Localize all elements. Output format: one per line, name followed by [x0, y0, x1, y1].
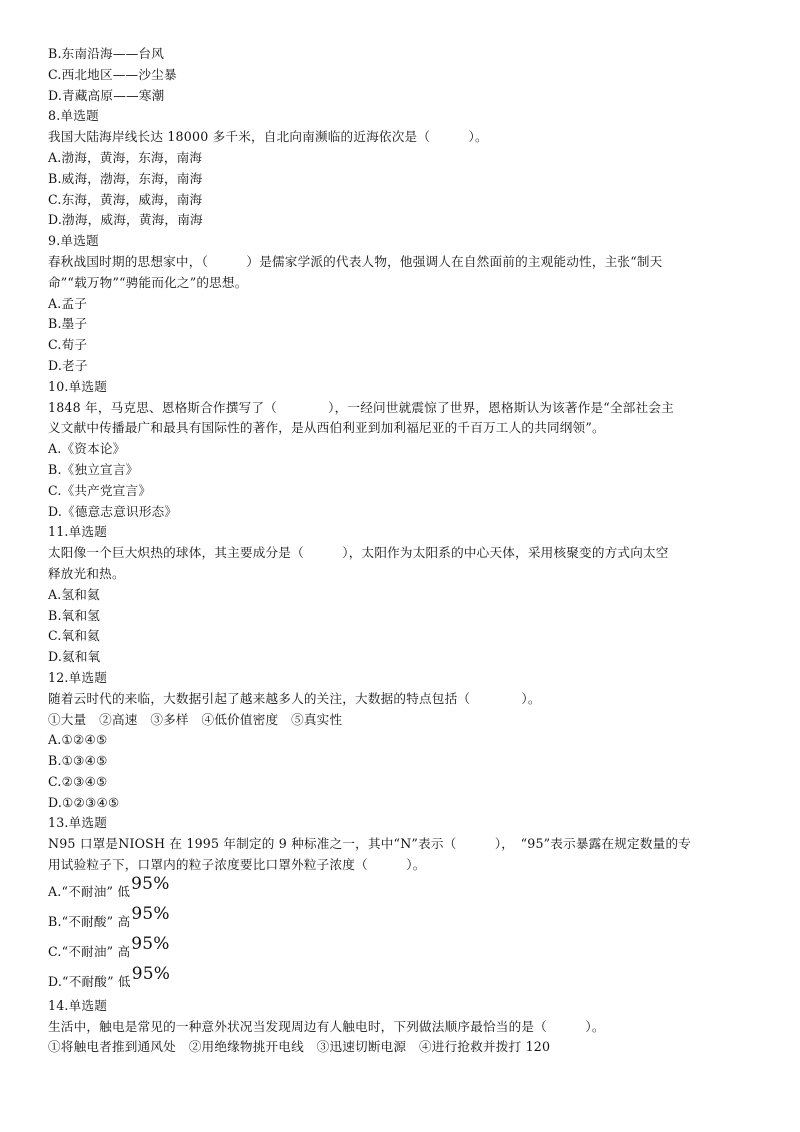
question-header: 13.单选题 — [48, 815, 108, 831]
option-line: C.西北地区——沙尘暴 — [48, 66, 177, 82]
option-line: A.孟子 — [48, 295, 88, 311]
option-line: D.渤海，威海，黄海，南海 — [48, 212, 203, 228]
option-line: D.①②③④⑤ — [48, 794, 120, 810]
question-header: 11.单选题 — [48, 524, 108, 540]
option-line: B.东南沿海——台风 — [48, 46, 165, 61]
question-stem: 义文献中传播最广和最具有国际性的著作，是从西伯利亚到加利福尼亚的千百万工人的共同纲领”。 — [48, 420, 605, 436]
option-line: C.东海，黄海，威海，南海 — [48, 191, 203, 207]
question-stem: 春秋战国时期的思想家中，（ ）是儒家学派的代表人物，他强调人在自然面前的主观能动性，主张“制天 — [48, 253, 663, 269]
option-line: A.氢和氦 — [48, 586, 100, 602]
option-line: A.①②④⑤ — [48, 732, 108, 748]
question-header: 10.单选题 — [48, 378, 108, 394]
question-items: ①大量 ②高速 ③多样 ④低价值密度 ⑤真实性 — [48, 711, 343, 727]
option-text: C.“不耐油” 高 — [48, 943, 131, 959]
option-line: B.①③④⑤ — [48, 753, 108, 769]
option-line: D.氦和氧 — [48, 649, 101, 665]
option-line: A.渤海，黄海，东海，南海 — [48, 149, 203, 165]
question-stem: 随着云时代的来临，大数据引起了越来越多人的关注，大数据的特点包括（ ）。 — [48, 690, 541, 706]
option-line: A.《资本论》 — [48, 441, 126, 457]
option-line: C.荀子 — [48, 337, 88, 353]
option-line: B.威海，渤海，东海，南海 — [48, 170, 203, 186]
question-header: 12.单选题 — [48, 669, 108, 685]
formula-value: 95% — [131, 873, 170, 894]
option-line — [48, 903, 760, 936]
question-stem: N95 口罩是NIOSH 在 1995 年制定的 9 种标准之一，其中“N”表示（ ）， “95”表示暴露在规定数量的专 — [48, 836, 692, 852]
exam-page — [48, 44, 760, 1058]
formula-value: 95% — [131, 903, 170, 924]
option-text: A.“不耐油” 低 — [48, 883, 131, 899]
option-line — [48, 933, 760, 966]
option-line: D.青藏高原——寒潮 — [48, 87, 165, 103]
option-line: C.②③④⑤ — [48, 773, 108, 789]
option-text: D.“不耐酸” 低 — [48, 973, 131, 989]
formula-value: 95% — [131, 933, 170, 954]
option-line: D.《德意志意识形态》 — [48, 503, 178, 519]
question-stem: 命”“载万物”“骋能而化之”的思想。 — [48, 274, 248, 290]
question-stem: 1848 年，马克思、恩格斯合作撰写了（ ），一经问世就震惊了世界，恩格斯认为该著作是“全部社会主 — [48, 399, 674, 415]
question-stem: 太阳像一个巨大炽热的球体，其主要成分是（ ），太阳作为太阳系的中心天体，采用核聚变的方式向太空 — [48, 545, 669, 561]
option-line — [48, 963, 760, 996]
option-line: B.墨子 — [48, 316, 88, 332]
option-line: B.氧和氢 — [48, 607, 101, 623]
question-stem: 我国大陆海岸线长达 18000 多千米，自北向南濒临的近海依次是（ ）。 — [48, 129, 488, 145]
question-stem: 释放光和热。 — [48, 565, 125, 581]
option-line: C.氧和氦 — [48, 628, 100, 644]
question-stem: 生活中，触电是常见的一种意外状况当发现周边有人触电时，下列做法顺序最恰当的是（ ）。 — [48, 1018, 605, 1034]
question-header: 9.单选题 — [48, 233, 99, 249]
question-items: ①将触电者推到通风处 ②用绝缘物挑开电线 ③迅速切断电源 ④进行抢救并拨打 120 — [48, 1039, 551, 1055]
question-header: 8.单选题 — [48, 108, 99, 124]
option-line: C.《共产党宣言》 — [48, 482, 152, 498]
option-line: D.老子 — [48, 357, 88, 373]
question-header: 14.单选题 — [48, 997, 108, 1013]
question-stem: 用试验粒子下，口罩内的粒子浓度要比口罩外粒子浓度（ ）。 — [48, 857, 426, 873]
option-line — [48, 873, 760, 906]
formula-value: 95% — [131, 963, 171, 984]
option-line: B.《独立宣言》 — [48, 461, 139, 477]
option-text: B.“不耐酸” 高 — [48, 913, 131, 929]
